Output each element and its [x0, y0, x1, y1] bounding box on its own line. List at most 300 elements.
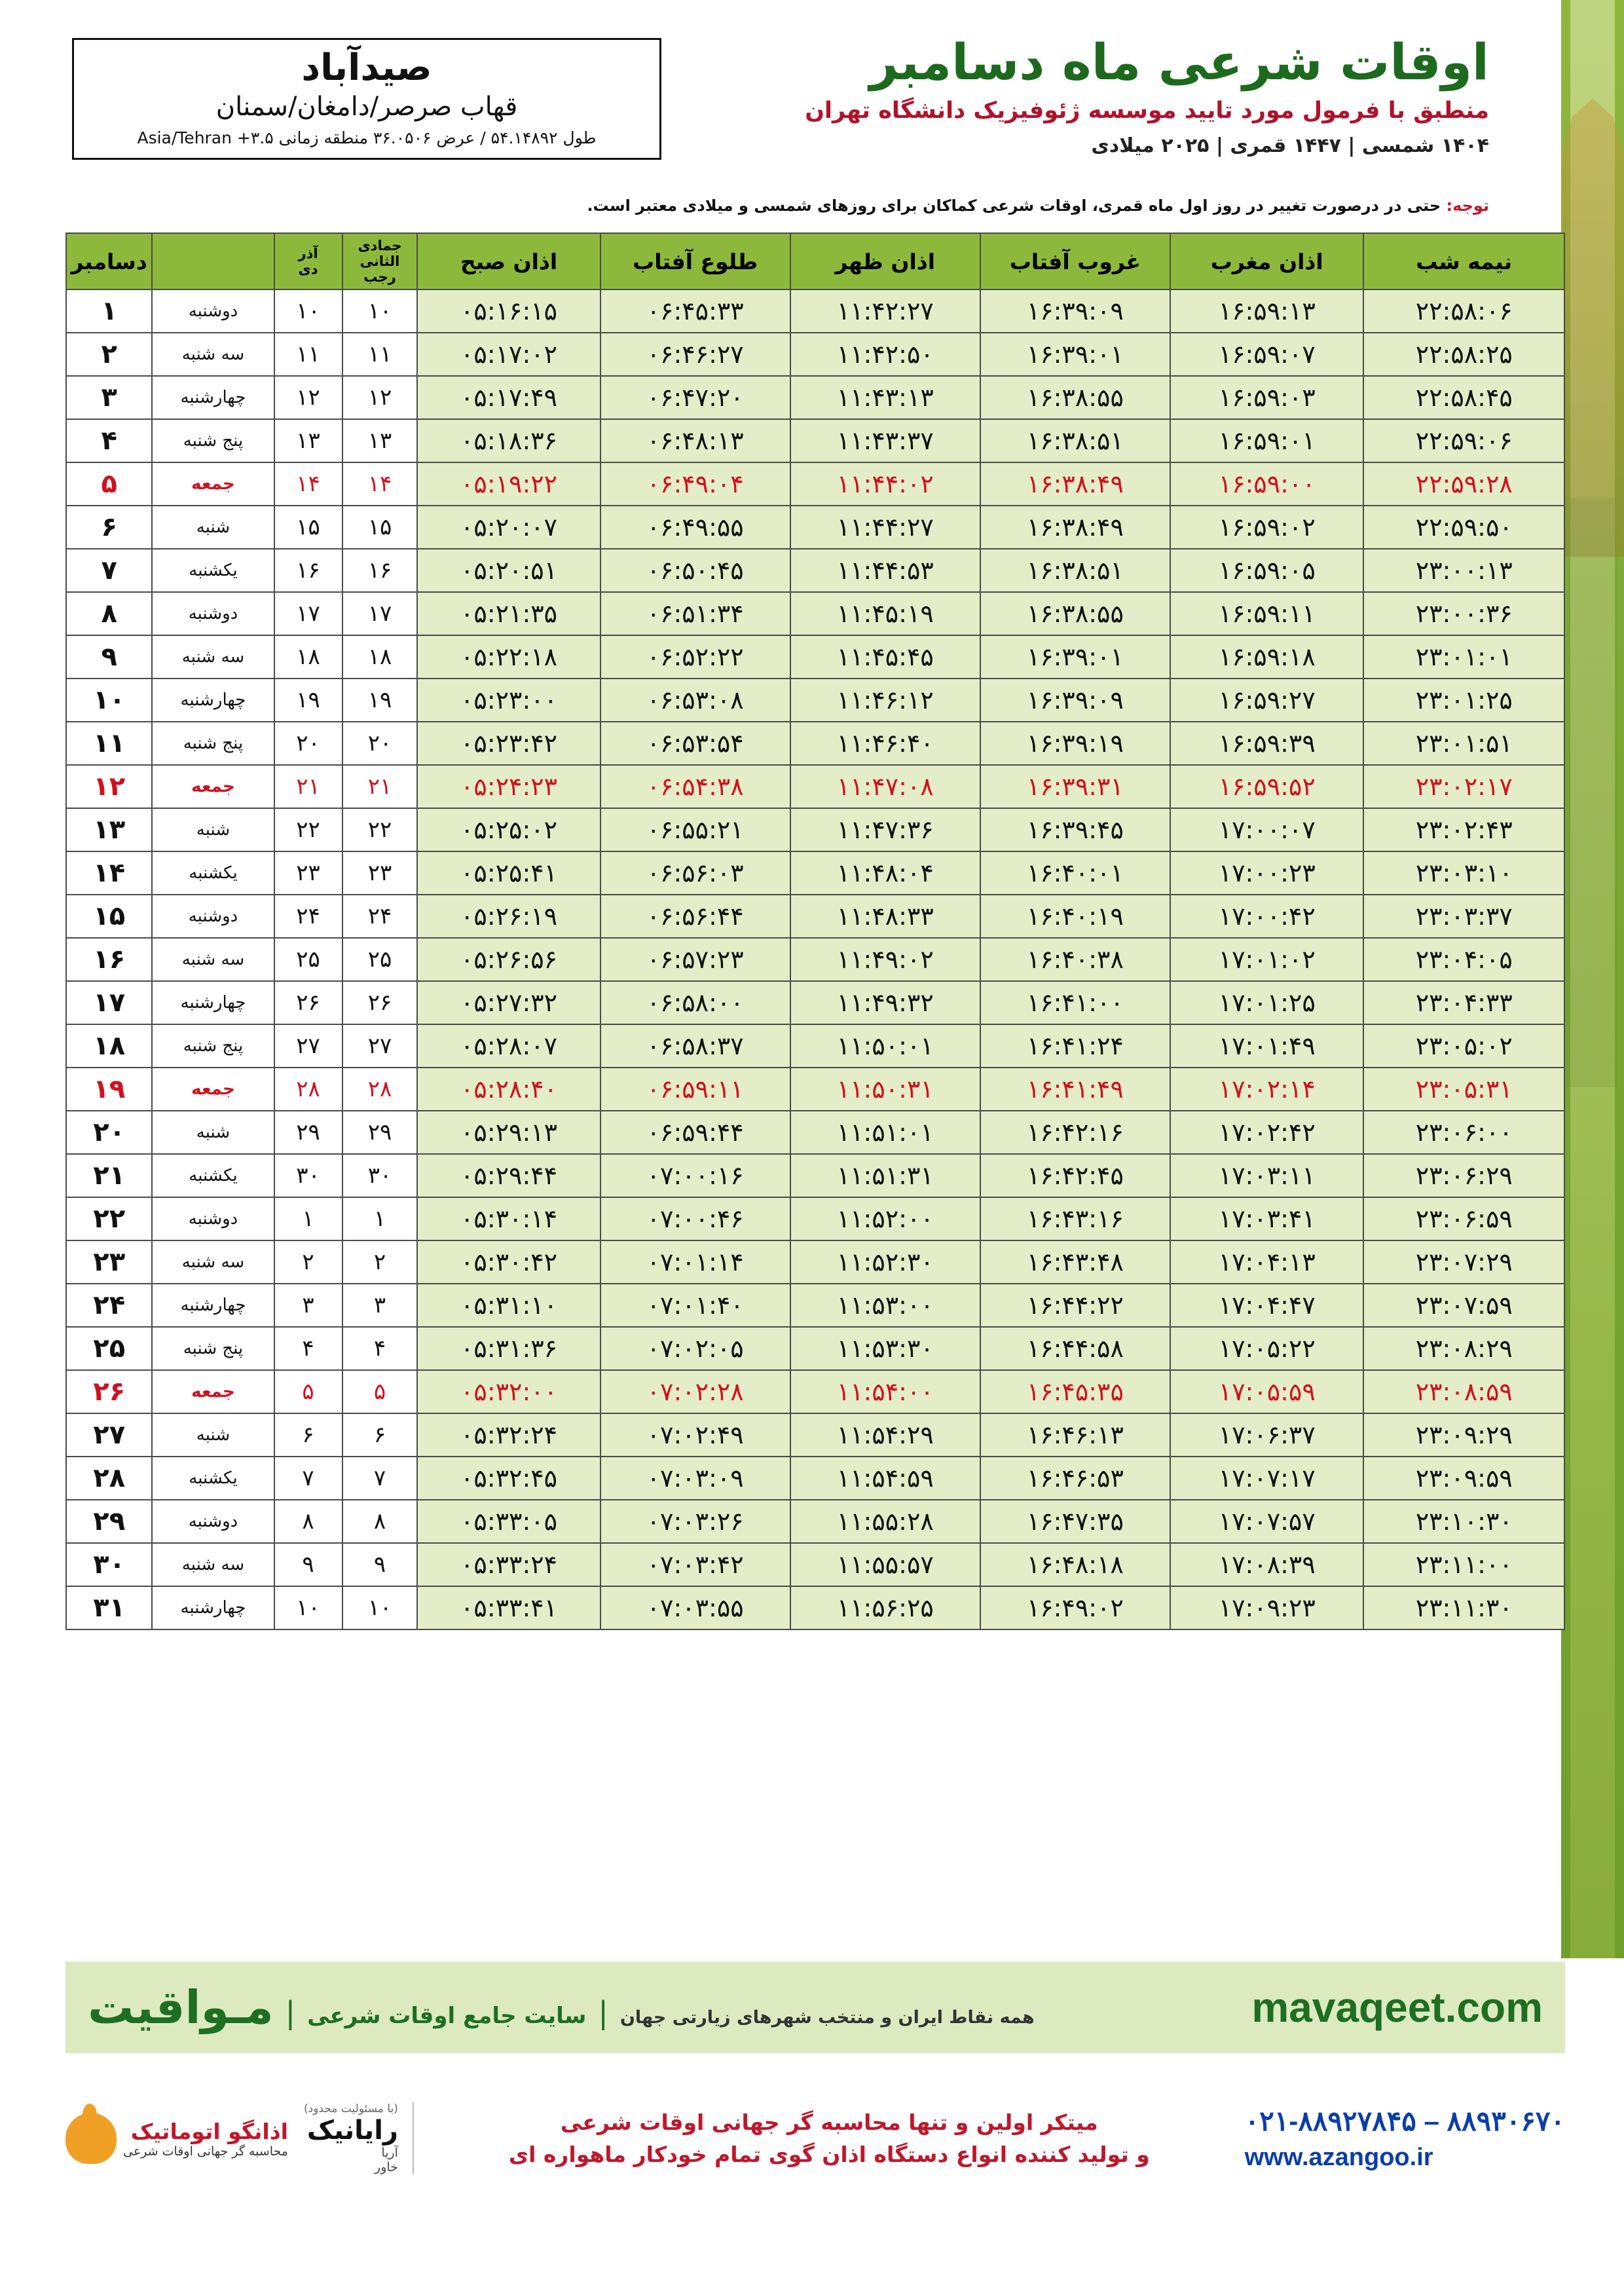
time-noon: ۱۱:۴۵:۱۹	[790, 592, 980, 635]
time-maghrib: ۱۶:۵۹:۰۳	[1170, 376, 1364, 419]
day-name: چهارشنبه	[152, 679, 274, 722]
hijri-day: ۱۱	[342, 333, 418, 376]
table-row	[66, 1197, 1564, 1240]
table-row	[66, 376, 1564, 419]
time-maghrib: ۱۷:۰۶:۳۷	[1170, 1413, 1364, 1457]
time-maghrib: ۱۷:۰۰:۴۲	[1170, 895, 1364, 938]
flame-icon	[65, 2113, 117, 2164]
solar-day: ۷	[274, 1457, 342, 1500]
time-maghrib: ۱۶:۵۹:۵۲	[1170, 765, 1364, 808]
day-name: شنبه	[152, 506, 274, 549]
table-row	[66, 722, 1564, 765]
calendar-dates: ۱۴۰۴ شمسی | ۱۴۴۷ قمری | ۲۰۲۵ میلادی	[1091, 134, 1489, 157]
time-sunset: ۱۶:۳۹:۱۹	[980, 722, 1170, 765]
note-text: حتی در درصورت تغییر در روز اول ماه قمری، اوقات شرعی کماکان برای روزهای شمسی و میلادی معتبر است.	[587, 196, 1441, 215]
th-solar-top: آذر	[298, 246, 318, 261]
table-row	[66, 981, 1564, 1024]
time-dawn: ۰۵:۳۲:۰۰	[417, 1370, 600, 1413]
hijri-day: ۱	[342, 1197, 418, 1240]
time-sunset: ۱۶:۳۸:۵۱	[980, 549, 1170, 592]
time-sunrise: ۰۷:۰۱:۴۰	[600, 1284, 790, 1327]
day-name: دوشنبه	[152, 1500, 274, 1543]
solar-day: ۱۲	[274, 376, 342, 419]
th-gregorian-day: دسامبر	[66, 233, 152, 289]
time-noon: ۱۱:۴۹:۰۲	[790, 938, 980, 981]
time-noon: ۱۱:۵۶:۲۵	[790, 1586, 980, 1629]
time-night: ۲۳:۰۶:۵۹	[1363, 1197, 1564, 1240]
th-dayname	[152, 233, 274, 289]
time-maghrib: ۱۷:۰۷:۱۷	[1170, 1457, 1364, 1500]
time-night: ۲۳:۰۷:۲۹	[1363, 1240, 1564, 1284]
gregorian-day: ۳	[66, 376, 152, 419]
solar-day: ۲۷	[274, 1024, 342, 1068]
time-night: ۲۳:۱۱:۰۰	[1363, 1543, 1564, 1586]
table-row	[66, 1024, 1564, 1068]
time-sunset: ۱۶:۴۴:۲۲	[980, 1284, 1170, 1327]
footer-brand-bar	[65, 1962, 1565, 2053]
partner-logos	[65, 2102, 414, 2174]
time-sunset: ۱۶:۴۱:۴۹	[980, 1068, 1170, 1111]
table-row	[66, 549, 1564, 592]
time-sunrise: ۰۶:۴۹:۵۵	[600, 506, 790, 549]
time-dawn: ۰۵:۲۵:۰۲	[417, 808, 600, 851]
time-noon: ۱۱:۵۰:۰۱	[790, 1024, 980, 1068]
time-dawn: ۰۵:۲۳:۴۲	[417, 722, 600, 765]
table-row	[66, 635, 1564, 679]
time-sunset: ۱۶:۴۰:۳۸	[980, 938, 1170, 981]
city-region: قهاب صرصر/دامغان/سمنان	[215, 91, 518, 122]
table-row	[66, 895, 1564, 938]
time-noon: ۱۱:۴۲:۵۰	[790, 333, 980, 376]
azangoo-logo	[65, 2113, 288, 2164]
time-maghrib: ۱۶:۵۹:۱۳	[1170, 289, 1364, 333]
time-night: ۲۳:۰۵:۰۲	[1363, 1024, 1564, 1068]
time-sunrise: ۰۶:۵۸:۳۷	[600, 1024, 790, 1068]
table-row	[66, 1370, 1564, 1413]
brand-tagline: همه نقاط ایران و منتخب شهرهای زیارتی جهان	[619, 2007, 1035, 2028]
time-maghrib: ۱۷:۰۰:۰۷	[1170, 808, 1364, 851]
day-name: یکشنبه	[152, 1457, 274, 1500]
th-dawn: اذان صبح	[417, 233, 600, 289]
time-sunrise: ۰۶:۵۶:۰۳	[600, 851, 790, 895]
gregorian-day: ۱۸	[66, 1024, 152, 1068]
time-noon: ۱۱:۴۸:۰۴	[790, 851, 980, 895]
solar-day: ۶	[274, 1413, 342, 1457]
time-noon: ۱۱:۵۴:۰۰	[790, 1370, 980, 1413]
time-night: ۲۲:۵۹:۵۰	[1363, 506, 1564, 549]
time-sunrise: ۰۶:۴۶:۲۷	[600, 333, 790, 376]
mavaqeet-brand	[88, 1981, 1035, 2034]
time-noon: ۱۱:۵۱:۰۱	[790, 1111, 980, 1154]
gregorian-day: ۲۷	[66, 1413, 152, 1457]
gregorian-day: ۴	[66, 419, 152, 462]
solar-day: ۲۵	[274, 938, 342, 981]
hijri-day: ۱۸	[342, 635, 418, 679]
time-maghrib: ۱۶:۵۹:۱۸	[1170, 635, 1364, 679]
time-noon: ۱۱:۵۲:۰۰	[790, 1197, 980, 1240]
time-dawn: ۰۵:۲۳:۰۰	[417, 679, 600, 722]
page-title: اوقات شرعی ماه دسامبر	[869, 33, 1489, 91]
time-maghrib: ۱۷:۰۵:۵۹	[1170, 1370, 1364, 1413]
hijri-day: ۲۰	[342, 722, 418, 765]
time-maghrib: ۱۶:۵۹:۲۷	[1170, 679, 1364, 722]
gregorian-day: ۲۵	[66, 1327, 152, 1370]
day-name: دوشنبه	[152, 1197, 274, 1240]
gregorian-day: ۷	[66, 549, 152, 592]
time-dawn: ۰۵:۳۱:۱۰	[417, 1284, 600, 1327]
time-sunset: ۱۶:۴۹:۰۲	[980, 1586, 1170, 1629]
table-row	[66, 1068, 1564, 1111]
azangoo-site-link[interactable]: www.azangoo.ir	[1244, 2144, 1433, 2171]
mosque-minaret-graphic	[1566, 498, 1617, 1087]
time-sunrise: ۰۷:۰۳:۵۵	[600, 1586, 790, 1629]
day-name: چهارشنبه	[152, 981, 274, 1024]
gregorian-day: ۱	[66, 289, 152, 333]
time-noon: ۱۱:۵۰:۳۱	[790, 1068, 980, 1111]
time-night: ۲۲:۵۹:۰۶	[1363, 419, 1564, 462]
time-dawn: ۰۵:۱۸:۳۶	[417, 419, 600, 462]
table-row	[66, 419, 1564, 462]
gregorian-day: ۳۱	[66, 1586, 152, 1629]
time-dawn: ۰۵:۳۲:۲۴	[417, 1413, 600, 1457]
mosque-dome-graphic	[1561, 98, 1624, 557]
solar-day: ۱۸	[274, 635, 342, 679]
time-night: ۲۳:۰۱:۲۵	[1363, 679, 1564, 722]
day-name: دوشنبه	[152, 289, 274, 333]
time-noon: ۱۱:۵۵:۵۷	[790, 1543, 980, 1586]
time-sunrise: ۰۶:۵۸:۰۰	[600, 981, 790, 1024]
time-sunset: ۱۶:۳۸:۴۹	[980, 506, 1170, 549]
time-sunset: ۱۶:۴۵:۳۵	[980, 1370, 1170, 1413]
solar-day: ۲۱	[274, 765, 342, 808]
time-dawn: ۰۵:۲۹:۱۳	[417, 1111, 600, 1154]
time-noon: ۱۱:۵۴:۲۹	[790, 1413, 980, 1457]
solar-day: ۱۰	[274, 289, 342, 333]
gregorian-day: ۱۳	[66, 808, 152, 851]
gregorian-day: ۱۹	[66, 1068, 152, 1111]
day-name: سه شنبه	[152, 635, 274, 679]
gregorian-day: ۲۳	[66, 1240, 152, 1284]
time-maghrib: ۱۷:۰۵:۲۲	[1170, 1327, 1364, 1370]
time-maghrib: ۱۶:۵۹:۳۹	[1170, 722, 1364, 765]
solar-day: ۱۶	[274, 549, 342, 592]
brand-name: مـواقیت	[88, 1981, 274, 2034]
brand-separator-1: |	[285, 1995, 296, 2030]
day-name: چهارشنبه	[152, 1586, 274, 1629]
time-dawn: ۰۵:۲۹:۴۴	[417, 1154, 600, 1197]
time-dawn: ۰۵:۳۳:۲۴	[417, 1543, 600, 1586]
solar-day: ۸	[274, 1500, 342, 1543]
gregorian-day: ۲۱	[66, 1154, 152, 1197]
solar-day: ۳۰	[274, 1154, 342, 1197]
time-dawn: ۰۵:۳۳:۰۵	[417, 1500, 600, 1543]
time-dawn: ۰۵:۳۱:۳۶	[417, 1327, 600, 1370]
hijri-day: ۱۷	[342, 592, 418, 635]
time-sunset: ۱۶:۴۰:۰۱	[980, 851, 1170, 895]
time-sunset: ۱۶:۳۹:۴۵	[980, 808, 1170, 851]
hijri-day: ۶	[342, 1413, 418, 1457]
time-noon: ۱۱:۵۵:۲۸	[790, 1500, 980, 1543]
hijri-day: ۷	[342, 1457, 418, 1500]
time-sunrise: ۰۷:۰۰:۴۶	[600, 1197, 790, 1240]
time-maghrib: ۱۷:۰۳:۱۱	[1170, 1154, 1364, 1197]
time-night: ۲۳:۰۳:۱۰	[1363, 851, 1564, 895]
city-coordinates: طول ۵۴.۱۴۸۹۲ / عرض ۳۶.۰۵۰۶ منطقه زمانی ۳.۵+ Asia/Tehran	[137, 128, 597, 147]
table-row	[66, 1327, 1564, 1370]
solar-day: ۱۴	[274, 462, 342, 506]
time-maghrib: ۱۶:۵۹:۰۲	[1170, 506, 1364, 549]
city-name: صیدآباد	[301, 47, 432, 89]
time-sunset: ۱۶:۴۶:۵۳	[980, 1457, 1170, 1500]
time-noon: ۱۱:۴۷:۳۶	[790, 808, 980, 851]
day-name: سه شنبه	[152, 333, 274, 376]
time-dawn: ۰۵:۲۷:۳۲	[417, 981, 600, 1024]
time-sunrise: ۰۷:۰۲:۲۸	[600, 1370, 790, 1413]
title-block	[716, 33, 1489, 157]
gregorian-day: ۲۲	[66, 1197, 152, 1240]
contact-block	[1245, 2105, 1565, 2172]
time-sunrise: ۰۷:۰۱:۱۴	[600, 1240, 790, 1284]
time-dawn: ۰۵:۲۶:۵۶	[417, 938, 600, 981]
table-header-row	[66, 233, 1564, 289]
time-sunrise: ۰۶:۵۱:۳۴	[600, 592, 790, 635]
hijri-day: ۲۵	[342, 938, 418, 981]
time-sunrise: ۰۷:۰۲:۰۵	[600, 1327, 790, 1370]
gregorian-day: ۲	[66, 333, 152, 376]
time-maghrib: ۱۷:۰۲:۴۲	[1170, 1111, 1364, 1154]
table-row	[66, 1111, 1564, 1154]
table-row	[66, 1284, 1564, 1327]
time-night: ۲۳:۰۴:۳۳	[1363, 981, 1564, 1024]
time-noon: ۱۱:۴۴:۵۳	[790, 549, 980, 592]
solar-day: ۳	[274, 1284, 342, 1327]
prayer-times-table	[65, 233, 1565, 1630]
day-name: جمعه	[152, 1370, 274, 1413]
table-row	[66, 851, 1564, 895]
hijri-day: ۱۰	[342, 1586, 418, 1629]
time-noon: ۱۱:۴۲:۲۷	[790, 289, 980, 333]
time-maghrib: ۱۶:۵۹:۱۱	[1170, 592, 1364, 635]
time-maghrib: ۱۷:۰۳:۴۱	[1170, 1197, 1364, 1240]
gregorian-day: ۲۴	[66, 1284, 152, 1327]
gregorian-day: ۹	[66, 635, 152, 679]
solar-day: ۴	[274, 1327, 342, 1370]
th-hijri-top: جمادی الثانی	[358, 238, 402, 269]
time-sunrise: ۰۶:۵۳:۰۸	[600, 679, 790, 722]
time-sunset: ۱۶:۴۳:۱۶	[980, 1197, 1170, 1240]
brand-separator-2: |	[598, 1995, 608, 2030]
time-night: ۲۲:۵۹:۲۸	[1363, 462, 1564, 506]
gregorian-day: ۳۰	[66, 1543, 152, 1586]
azangoo-title: اذانگو اتوماتیک	[130, 2118, 288, 2144]
hijri-day: ۱۰	[342, 289, 418, 333]
time-night: ۲۳:۰۱:۰۱	[1363, 635, 1564, 679]
gregorian-day: ۲۶	[66, 1370, 152, 1413]
time-sunrise: ۰۶:۵۰:۴۵	[600, 549, 790, 592]
solar-day: ۲۲	[274, 808, 342, 851]
time-night: ۲۲:۵۸:۰۶	[1363, 289, 1564, 333]
gregorian-day: ۱۰	[66, 679, 152, 722]
time-sunrise: ۰۶:۵۵:۲۱	[600, 808, 790, 851]
time-sunrise: ۰۶:۵۴:۳۸	[600, 765, 790, 808]
gregorian-day: ۲۹	[66, 1500, 152, 1543]
table-row	[66, 1543, 1564, 1586]
time-dawn: ۰۵:۲۱:۳۵	[417, 592, 600, 635]
table-row	[66, 1586, 1564, 1629]
hijri-day: ۲۲	[342, 808, 418, 851]
time-dawn: ۰۵:۳۳:۴۱	[417, 1586, 600, 1629]
time-dawn: ۰۵:۱۹:۲۲	[417, 462, 600, 506]
time-sunset: ۱۶:۴۷:۳۵	[980, 1500, 1170, 1543]
day-name: یکشنبه	[152, 549, 274, 592]
time-night: ۲۲:۵۸:۴۵	[1363, 376, 1564, 419]
table-row	[66, 1240, 1564, 1284]
day-name: سه شنبه	[152, 938, 274, 981]
time-night: ۲۳:۰۷:۵۹	[1363, 1284, 1564, 1327]
th-night: نیمه شب	[1363, 233, 1564, 289]
time-night: ۲۳:۰۹:۲۹	[1363, 1413, 1564, 1457]
day-name: پنج شنبه	[152, 722, 274, 765]
time-noon: ۱۱:۴۶:۴۰	[790, 722, 980, 765]
time-night: ۲۳:۰۹:۵۹	[1363, 1457, 1564, 1500]
time-sunset: ۱۶:۴۲:۴۵	[980, 1154, 1170, 1197]
day-name: پنج شنبه	[152, 1024, 274, 1068]
solar-day: ۱۵	[274, 506, 342, 549]
time-sunset: ۱۶:۴۲:۱۶	[980, 1111, 1170, 1154]
time-night: ۲۳:۰۶:۲۹	[1363, 1154, 1564, 1197]
time-sunset: ۱۶:۴۶:۱۳	[980, 1413, 1170, 1457]
th-noon: اذان ظهر	[790, 233, 980, 289]
rayanik-sub2: خاور	[375, 2160, 398, 2174]
solar-day: ۲۸	[274, 1068, 342, 1111]
time-dawn: ۰۵:۲۲:۱۸	[417, 635, 600, 679]
time-noon: ۱۱:۵۳:۳۰	[790, 1327, 980, 1370]
solar-day: ۹	[274, 1543, 342, 1586]
time-noon: ۱۱:۴۳:۱۳	[790, 376, 980, 419]
time-night: ۲۳:۰۰:۳۶	[1363, 592, 1564, 635]
solar-day: ۲	[274, 1240, 342, 1284]
time-dawn: ۰۵:۲۶:۱۹	[417, 895, 600, 938]
table-row	[66, 808, 1564, 851]
time-dawn: ۰۵:۱۷:۴۹	[417, 376, 600, 419]
th-solar-month	[274, 233, 342, 289]
day-name: چهارشنبه	[152, 376, 274, 419]
time-dawn: ۰۵:۲۴:۲۳	[417, 765, 600, 808]
note-line	[72, 196, 1489, 215]
rayanik-top-note: (با مسئولیت محدود)	[303, 2102, 398, 2115]
time-noon: ۱۱:۴۶:۱۲	[790, 679, 980, 722]
time-sunrise: ۰۷:۰۳:۰۹	[600, 1457, 790, 1500]
time-sunset: ۱۶:۳۹:۰۱	[980, 333, 1170, 376]
time-noon: ۱۱:۴۹:۳۲	[790, 981, 980, 1024]
th-sunset: غروب آفتاب	[980, 233, 1170, 289]
time-sunrise: ۰۷:۰۲:۴۹	[600, 1413, 790, 1457]
solar-day: ۱۳	[274, 419, 342, 462]
time-sunrise: ۰۶:۴۹:۰۴	[600, 462, 790, 506]
time-dawn: ۰۵:۲۰:۵۱	[417, 549, 600, 592]
hijri-day: ۱۴	[342, 462, 418, 506]
hijri-day: ۱۲	[342, 376, 418, 419]
solar-day: ۱۹	[274, 679, 342, 722]
time-maghrib: ۱۶:۵۹:۰۱	[1170, 419, 1364, 462]
time-maghrib: ۱۷:۰۱:۴۹	[1170, 1024, 1364, 1068]
table-row	[66, 289, 1564, 333]
solar-day: ۲۶	[274, 981, 342, 1024]
day-name: شنبه	[152, 1111, 274, 1154]
time-maghrib: ۱۷:۰۸:۳۹	[1170, 1543, 1364, 1586]
time-night: ۲۳:۰۸:۵۹	[1363, 1370, 1564, 1413]
time-sunset: ۱۶:۳۸:۵۵	[980, 376, 1170, 419]
time-night: ۲۳:۰۰:۱۳	[1363, 549, 1564, 592]
time-sunrise: ۰۶:۴۷:۲۰	[600, 376, 790, 419]
hijri-day: ۱۵	[342, 506, 418, 549]
rayanik-sub: آریا	[381, 2146, 398, 2160]
hijri-day: ۴	[342, 1327, 418, 1370]
mavaqeet-site-link[interactable]: mavaqeet.com	[1251, 1984, 1543, 2031]
hijri-day: ۲۴	[342, 895, 418, 938]
time-sunrise: ۰۶:۴۵:۳۳	[600, 289, 790, 333]
time-sunset: ۱۶:۴۴:۵۸	[980, 1327, 1170, 1370]
time-sunset: ۱۶:۳۸:۵۵	[980, 592, 1170, 635]
footer-bottom	[65, 2063, 1565, 2214]
day-name: چهارشنبه	[152, 1284, 274, 1327]
time-noon: ۱۱:۵۳:۰۰	[790, 1284, 980, 1327]
time-dawn: ۰۵:۲۸:۴۰	[417, 1068, 600, 1111]
table-row	[66, 333, 1564, 376]
day-name: سه شنبه	[152, 1240, 274, 1284]
hijri-day: ۸	[342, 1500, 418, 1543]
time-sunrise: ۰۶:۵۹:۱۱	[600, 1068, 790, 1111]
time-noon: ۱۱:۴۵:۴۵	[790, 635, 980, 679]
azangoo-sub: محاسبه گر جهانی اوقات شرعی	[123, 2144, 288, 2159]
time-sunrise: ۰۷:۰۰:۱۶	[600, 1154, 790, 1197]
time-noon: ۱۱:۵۱:۳۱	[790, 1154, 980, 1197]
table-row	[66, 1154, 1564, 1197]
day-name: سه شنبه	[152, 1543, 274, 1586]
gregorian-day: ۱۲	[66, 765, 152, 808]
hijri-day: ۲۸	[342, 1068, 418, 1111]
time-night: ۲۳:۰۱:۵۱	[1363, 722, 1564, 765]
hijri-day: ۹	[342, 1543, 418, 1586]
time-maghrib: ۱۷:۰۹:۲۳	[1170, 1586, 1364, 1629]
time-night: ۲۳:۰۴:۰۵	[1363, 938, 1564, 981]
time-night: ۲۳:۱۱:۳۰	[1363, 1586, 1564, 1629]
decorative-side-band	[1561, 0, 1624, 1958]
time-noon: ۱۱:۴۷:۰۸	[790, 765, 980, 808]
table-row	[66, 1500, 1564, 1543]
th-solar-bottom: دی	[298, 261, 318, 277]
time-sunrise: ۰۷:۰۳:۴۲	[600, 1543, 790, 1586]
table-row	[66, 1413, 1564, 1457]
table-row	[66, 592, 1564, 635]
day-name: جمعه	[152, 765, 274, 808]
hijri-day: ۲۱	[342, 765, 418, 808]
company-desc-line2: و تولید کننده انواع دستگاه اذان گوی تمام خودکار ماهواره ای	[508, 2142, 1150, 2167]
time-noon: ۱۱:۴۳:۳۷	[790, 419, 980, 462]
time-dawn: ۰۵:۲۸:۰۷	[417, 1024, 600, 1068]
time-maghrib: ۱۶:۵۹:۰۷	[1170, 333, 1364, 376]
solar-day: ۱۷	[274, 592, 342, 635]
gregorian-day: ۲۰	[66, 1111, 152, 1154]
solar-day: ۲۹	[274, 1111, 342, 1154]
brand-subtitle: سایت جامع اوقات شرعی	[307, 2003, 587, 2029]
th-hijri-month	[342, 233, 418, 289]
time-maghrib: ۱۷:۰۴:۱۳	[1170, 1240, 1364, 1284]
time-sunset: ۱۶:۴۱:۰۰	[980, 981, 1170, 1024]
gregorian-day: ۸	[66, 592, 152, 635]
time-sunset: ۱۶:۳۹:۳۱	[980, 765, 1170, 808]
table-row	[66, 1457, 1564, 1500]
